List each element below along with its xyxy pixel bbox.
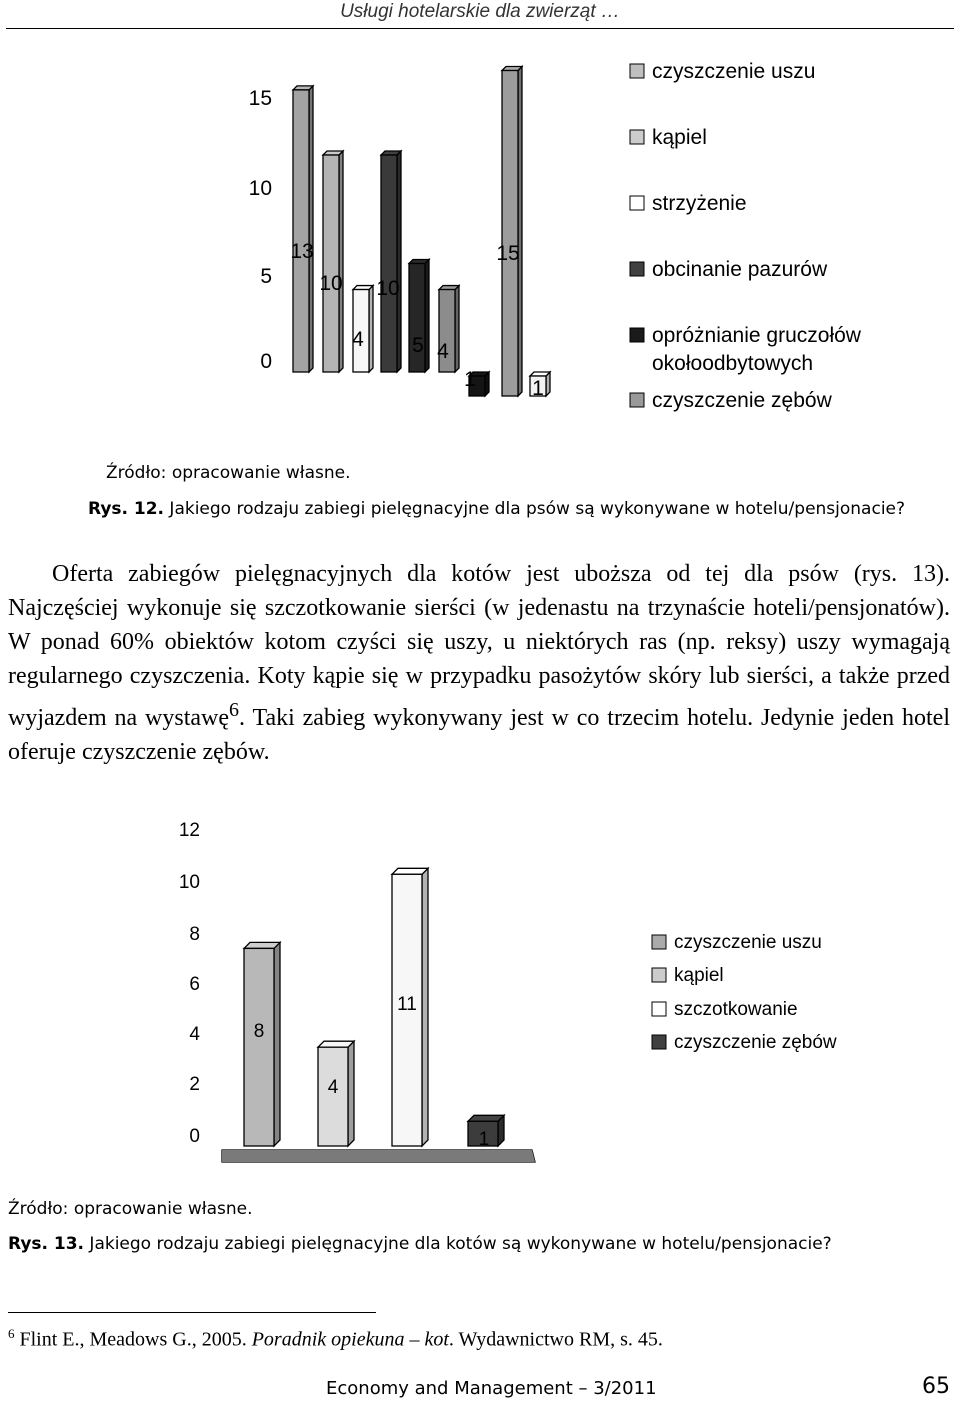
y-tick-label: 10	[248, 177, 272, 200]
journal-name: Economy and Management – 3/2011	[326, 1378, 657, 1399]
legend-label: czyszczenie zębów	[652, 389, 832, 412]
bar-value-label: 11	[397, 994, 417, 1015]
bar-value-label: 10	[319, 272, 343, 295]
legend-label: czyszczenie zębów	[674, 1032, 837, 1053]
bar-front	[323, 155, 339, 372]
bar	[244, 942, 280, 1146]
bar-top	[392, 868, 428, 874]
y-tick-label: 10	[178, 872, 200, 893]
figure12-caption	[88, 499, 905, 519]
legend-swatch	[652, 935, 666, 949]
bar-side	[348, 1041, 354, 1146]
bar-top	[244, 942, 280, 948]
legend-item	[630, 192, 747, 215]
chart-dogs-treatments	[0, 50, 960, 420]
bar-value-label: 1	[478, 1129, 490, 1150]
bar	[323, 151, 343, 372]
bar-value-label: 8	[253, 1021, 265, 1042]
legend-item	[630, 258, 828, 281]
legend-swatch	[630, 262, 644, 276]
legend-label: czyszczenie uszu	[674, 932, 822, 953]
footnote-authors: Flint E., Meadows G., 2005.	[14, 1328, 252, 1351]
body-paragraph	[8, 557, 950, 769]
bar-side	[274, 942, 280, 1146]
legend-label: opróżnianie gruczołów	[652, 324, 861, 347]
legend-swatch	[652, 1035, 666, 1049]
running-header: Usługi hotelarskie dla zwierząt …	[340, 1, 620, 22]
y-tick-label: 4	[189, 1024, 200, 1045]
bar	[502, 67, 522, 397]
legend-swatch	[630, 328, 644, 342]
y-tick-label: 0	[189, 1126, 200, 1147]
body-text-part2: . Taki zabieg wykonywany jest w co trzecim hotelu. Jedynie jeden hotel oferuje czyszczenie zębów.	[8, 705, 950, 765]
legend-swatch	[652, 1002, 666, 1016]
legend-item	[630, 389, 833, 412]
legend-swatch	[652, 968, 666, 982]
figure13-caption	[8, 1234, 832, 1254]
bar	[293, 86, 313, 372]
bar-front	[293, 90, 309, 372]
legend-label: kąpiel	[674, 965, 724, 986]
legend-swatch	[630, 393, 644, 407]
body-text-part1: Oferta zabiegów pielęgnacyjnych dla kotów jest uboższa od tej dla psów (rys. 13). Najczęściej wykonuje się szczotkowanie sierści (w jedenastu na trzynaście hoteli/pensjonatów). W ponad 60% obiektów kotom czyści się uszy, u niektórych ras (np. reksy) uszy wymagają regularnego czyszczenia. Koty kąpie się w przypadku pasożytów skóry lub sierści, a także przed wyjazdem na wystawę	[8, 561, 950, 731]
bar-value-label: 4	[437, 340, 449, 363]
legend-label: czyszczenie uszu	[652, 60, 816, 83]
page-number: 65	[922, 1374, 950, 1399]
legend-swatch	[630, 64, 644, 78]
legend-item	[652, 965, 724, 986]
footnote-number: 6	[8, 1326, 15, 1341]
y-tick-label: 8	[189, 924, 200, 945]
legend-label: obcinanie pazurów	[652, 258, 828, 281]
legend-item	[630, 126, 707, 149]
figure13-caption-text: Jakiego rodzaju zabiegi pielęgnacyjne dla kotów są wykonywane w hotelu/pensjonacie?	[84, 1234, 832, 1254]
legend-item	[652, 999, 798, 1020]
footnote-publisher: . Wydawnictwo RM, s. 45.	[448, 1328, 663, 1351]
figure13-caption-label: Rys. 13.	[8, 1234, 85, 1254]
bar-value-label: 4	[327, 1077, 339, 1098]
chart-floor-shadow	[222, 1150, 535, 1162]
legend-item	[652, 932, 822, 953]
footnote-reference: 6	[229, 699, 240, 721]
legend-label: strzyżenie	[652, 192, 747, 215]
chart-cats-treatments	[0, 810, 960, 1180]
bar-side	[422, 868, 428, 1146]
figure12-caption-label: Rys. 12.	[88, 499, 165, 519]
bar-value-label: 5	[412, 334, 424, 357]
bar-value-label: 1	[532, 377, 544, 400]
bar	[381, 151, 401, 372]
bar-value-label: 4	[352, 328, 364, 351]
bar-value-label: 1	[464, 368, 476, 391]
y-tick-label: 12	[178, 820, 200, 841]
legend-item	[652, 1032, 837, 1053]
legend-item	[630, 324, 862, 375]
legend-item	[630, 60, 815, 83]
bar-value-label: 15	[496, 242, 520, 265]
bar-front	[381, 155, 397, 372]
y-tick-label: 0	[260, 350, 272, 373]
bar-top	[318, 1041, 354, 1047]
legend-label: szczotkowanie	[674, 999, 798, 1020]
header-rule	[6, 28, 954, 29]
bar-front	[244, 948, 274, 1146]
figure12-source: Źródło: opracowanie własne.	[106, 463, 351, 483]
legend-label-cont: okołoodbytowych	[652, 352, 814, 375]
footnote	[8, 1326, 663, 1352]
y-tick-label: 6	[189, 974, 200, 995]
footnote-rule	[8, 1312, 376, 1313]
legend-swatch	[630, 196, 644, 210]
figure13-source: Źródło: opracowanie własne.	[8, 1199, 253, 1219]
y-tick-label: 5	[260, 265, 272, 288]
bar-value-label: 10	[376, 277, 400, 300]
bar-top	[468, 1115, 504, 1121]
bar-value-label: 13	[290, 240, 314, 263]
figure12-caption-text: Jakiego rodzaju zabiegi pielęgnacyjne dla psów są wykonywane w hotelu/pensjonacie?	[164, 499, 906, 519]
legend-swatch	[630, 130, 644, 144]
bar-front	[502, 71, 518, 397]
legend-label: kąpiel	[652, 126, 707, 149]
footnote-title: Poradnik opiekuna – kot	[251, 1328, 449, 1351]
y-tick-label: 2	[189, 1074, 200, 1095]
y-tick-label: 15	[248, 87, 272, 110]
